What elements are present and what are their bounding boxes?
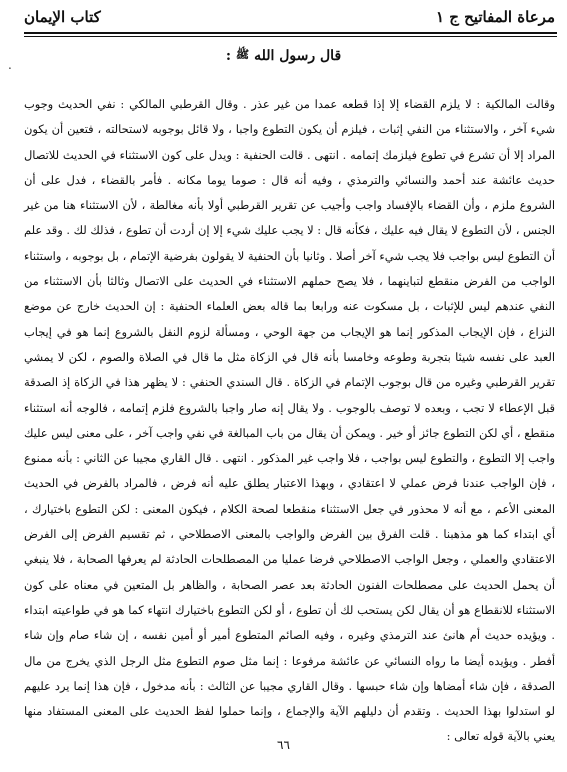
commentary-paragraph: وقالت المالكية : لا يلزم القضاء إلا إذا قطعه عمدا من غير عذر . وقال القرطبي المالكي : نفي الحديث وجوب شيء آخر ، والاستثناء من النفي إثبات ، فيلزم أن يكون التطوع واجبا ، ولا قائل بوجوبه لاستحالته ، فتعين أن يكون المراد إلا أن تشرع في تطوع فيلزمك إتمامه . انتهى . قالت الحنفية : ويدل على كون الاستثناء في الحديث للاتصال حديث عائشة عند أحمد والنسائي والترمذي ، وفيه أنه قال : صوما يوما مكانه . فأمر بالقضاء ، فدل على أن الشروع ملزم ، وأن القضاء بالإفساد واجب وأجيب عن تقرير القرطبي أولا بأنه مغالطة ، لأن الاستثناء هنا من غير الجنس ، لأن التطوع لا يقال فيه عليك ، فكأنه قال : لا يجب عليك شيء إلا إن أردت أن تطوع ، فذلك لك . وقد علم أن التطوع ليس بواجب فلا يجب شيء آخر أصلا . وثانيا بأن الحنفية لا يقولون بفرضية الإتمام ، بل بوجوبه ، واستثناء الواجب من الفرض منقطع لتباينهما ، فلا يصح حملهم الاستثناء في الحديث على الاتصال وثالثا بأن الاستثناء من النفي عندهم ليس للإثبات ، بل مسكوت عنه ورابعا بما قاله بعض العلماء الحنفية : إن الحديث خارج عن موضع النزاع ، فإن الإيجاب المذكور إنما هو الإيجاب من جهة الوحي ، ومسألة لزوم النفل بالشروع إنما هو في إيجاب العبد على نفسه شيئا بتجربة وطوعه وخامسا بأنه قال في الزكاة مثل ما قال في الصلاة والصوم ، لكن لا يمشي تقرير القرطبي وغيره من قال بوجوب الإتمام في الزكاة . قال السندي الحنفي : لا يظهر هذا في الزكاة إذ الصدقة قبل الإعطاء لا تجب ، وبعده لا توصف بالوجوب . ولا يقال إنه صار واجبا بالشروع فلزم إتمامه ، فالوجه أنه استثناء منقطع ، أي لكن التطوع جائز أو خير . ويمكن أن يقال من باب المبالغة في نفي واجب آخر ، على معنى ليس عليك واجب إلا التطوع ، والتطوع ليس بواجب ، فلا واجب غير المذكور . انتهى . قال القاري مجيبا عن الثاني : بأنه ممنوع ، فإن الواجب عندنا فرض عملي لا اعتقادي ، وبهذا الاعتبار يطلق عليه أنه فرض ، فالمراد بالفرض في الحديث المعنى الأعم ، مع أنه لا محذور في جعل الاستثناء منقطعا لصحة الكلام ، فيكون المعنى : لكن التطوع باختيارك ، أي ابتداء كما هو مذهبنا . قلت الفرق بين الفرض والواجب بالمعنى الاصطلاحي ، ثم تقسيم الفرض إلى الفرض الاعتقادي والعملي ، وجعل الواجب الاصطلاحي فرضا عمليا من المصطلحات الحادثة لم يعرفها الصحابة ، فلا ينبغي أن يحمل الحديث على مصطلحات الفنون الحادثة بعد عصر الصحابة ، والظاهر بل المتعين في معناه على كون الاستثناء للانقطاع هو أن يقال لكن يستحب لك أن تطوع ، أو لكن التطوع باختيارك انتهاء كما هو في طواعيته ابتداء . ويؤيده حديث أم هانئ عند الترمذي وغيره ، وفيه الصائم المتطوع أمير أو أمين نفسه ، إن شاء صام وإن شاء أفطر . ويؤيده أيضا ما رواه النسائي عن عائشة مرفوعا : إنما مثل صوم التطوع مثل الرجل الذي يخرج من مال الصدقة ، فإن شاء أمضاها وإن شاء حبسها . وقال القاري مجيبا عن الثالث : بأنه مدخول ، فإن هذا إنما يرد عليهم لو استدلوا بهذا الحديث . وتقدم أن دليلهم الآية والإجماع ، وإنما حملوا لفظ الحديث على المعنى المستفاد منها يعني بالآية قوله تعالى : xyxy=(24,97,555,744)
margin-mark: . xyxy=(8,58,12,72)
heading-colon: : xyxy=(225,48,232,64)
honorific-symbol: ﷺ xyxy=(235,48,250,61)
section-heading xyxy=(0,48,567,64)
header-book-title: مرعاة المفاتيح ج ١ xyxy=(435,8,555,26)
header-rule xyxy=(24,32,557,37)
running-header xyxy=(24,4,555,30)
commentary-body xyxy=(24,92,555,744)
heading-text: قال رسول الله xyxy=(254,48,342,64)
header-chapter-title: كتاب الإيمان xyxy=(24,8,101,26)
page-number: ٦٦ xyxy=(277,738,290,752)
